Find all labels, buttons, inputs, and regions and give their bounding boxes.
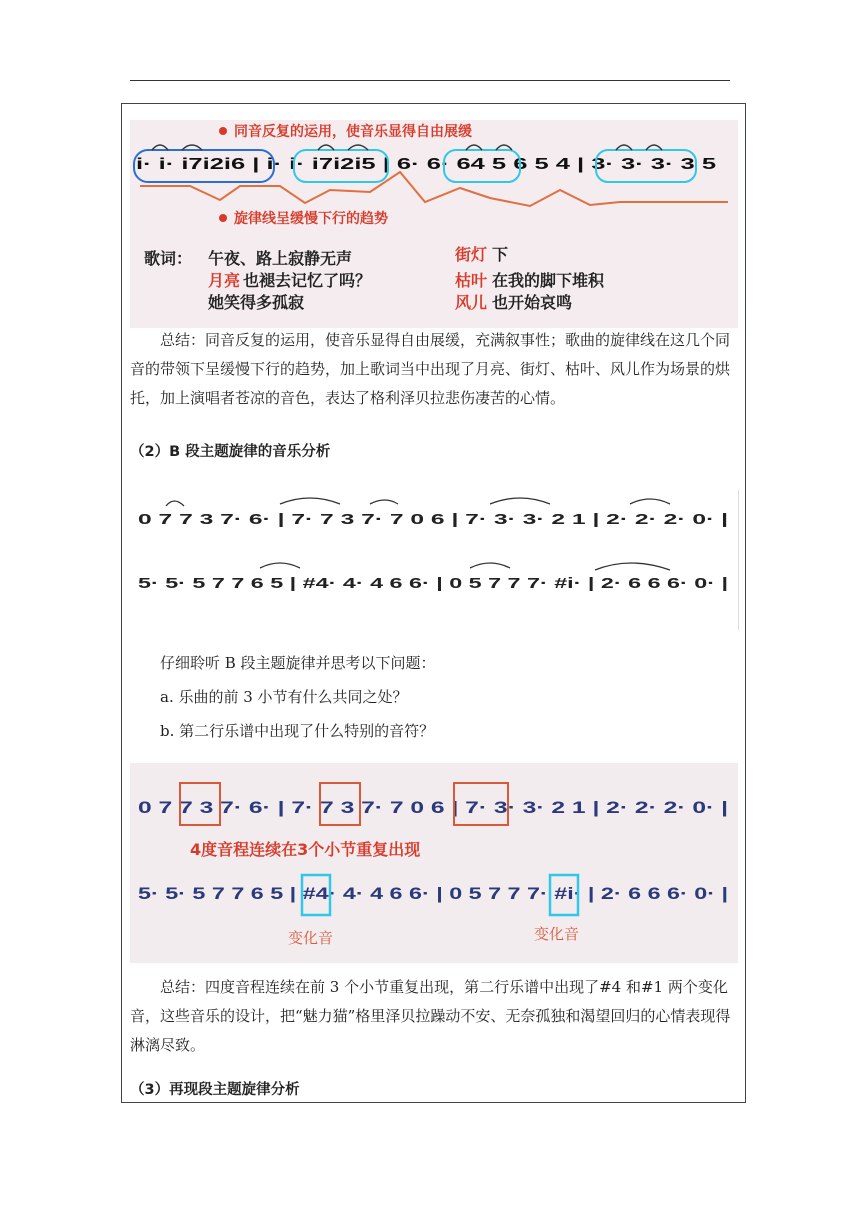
caption-interval: 4度音程连续在3个小节重复出现 (190, 840, 421, 859)
melody-figure-c (130, 763, 738, 963)
notation-row-2: 5· 5· 5 7 7 6 5 | #4· 4· 4 6 6· | 0 5 7 7 7· #i· | 2· 6 6 6· 0· | (138, 884, 728, 903)
notation-row-2: 5· 5· 5 7 7 6 5 | #4· 4· 4 6 6· | 0 5 7 7 7· #i· | 2· 6 6 6· 0· | (138, 575, 728, 592)
summary-paragraph-1: 总结：同音反复的运用，使音乐显得自由展缓，充满叙事性；歌曲的旋律线在这几个同音的带领下呈缓慢下行的趋势，加上歌词当中出现了月亮、街灯、枯叶、风儿作为场景的烘托，加上演唱者苍凉的音色，表达了格利泽贝拉悲伤凄苦的心情。 (130, 331, 731, 407)
slur-arcs (166, 498, 670, 570)
lyrics-left-1: 午夜、路上寂静无声 (208, 249, 353, 268)
lyrics-left-red: 月亮 (208, 271, 241, 290)
melody-figure-a-drawing (130, 120, 738, 328)
caption-accidental-right: 变化音 (534, 925, 580, 943)
notation-row-1: 0 7 7 3 7· 6· | 7· 7 3 7· 7 0 6 | 7· 3· 3· 2 1 | 2· 2· 2· 0· | (138, 798, 728, 817)
summary-paragraph-2: 总结：四度音程连续在前 3 个小节重复出现，第二行乐谱中出现了#4 和#1 两个变化音，这些音乐的设计，把“魅力猫”格里泽贝拉躁动不安、无奈孤独和渴望回归的心情表现得淋漓尽致。 (130, 978, 731, 1054)
header-rule (130, 80, 730, 81)
lyrics-left-2: 也褪去记忆了吗？ (243, 271, 372, 290)
melody-contour-line (140, 172, 728, 206)
melody-figure-c-drawing (130, 763, 738, 963)
lyrics-right-red-2: 枯叶 (455, 271, 488, 290)
lyrics-right-1: 下 (492, 245, 509, 264)
lyrics-right-red-1: 街灯 (455, 245, 488, 264)
question-a: a. 乐曲的前 3 小节有什么共同之处？ (160, 688, 408, 706)
lyrics-label: 歌词： (144, 249, 193, 268)
section-heading-b: （2）B 段主题旋律的音乐分析 (130, 444, 331, 460)
annotation-top: 同音反复的运用，使音乐显得自由展缓 (234, 124, 472, 140)
question-b: b. 第二行乐谱中出现了什么特别的音符？ (160, 722, 435, 740)
lyrics-right-2: 在我的脚下堆积 (492, 271, 605, 290)
caption-accidental-left: 变化音 (288, 929, 334, 947)
melody-figure-a (130, 120, 738, 328)
notation-row-1: 0 7 7 3 7· 6· | 7· 7 3 7· 7 0 6 | 7· 3· 3· 2 1 | 2· 2· 2· 0· | (138, 511, 728, 528)
annotation-mid: 旋律线呈缓慢下行的趋势 (234, 211, 388, 227)
lyrics-left-3: 她笑得多孤寂 (208, 293, 305, 312)
listening-prompt: 仔细聆听 B 段主题旋律并思考以下问题： (160, 654, 436, 672)
bullet-dot-icon (219, 214, 227, 222)
melody-figure-b-drawing (130, 490, 738, 630)
melody-figure-b (130, 490, 739, 630)
bullet-dot-icon (219, 127, 227, 135)
lyrics-right-3: 也开始哀鸣 (492, 293, 573, 312)
lyrics-right-red-3: 风儿 (455, 293, 488, 312)
section-heading-reprise: （3）再现段主题旋律分析 (130, 1082, 300, 1098)
notation-line: i· i· i7i2i6 | i· i· i7i2i5 | 6· 6· 64 5 6 5 4 | 3· 3· 3· 3 5 (136, 156, 717, 173)
